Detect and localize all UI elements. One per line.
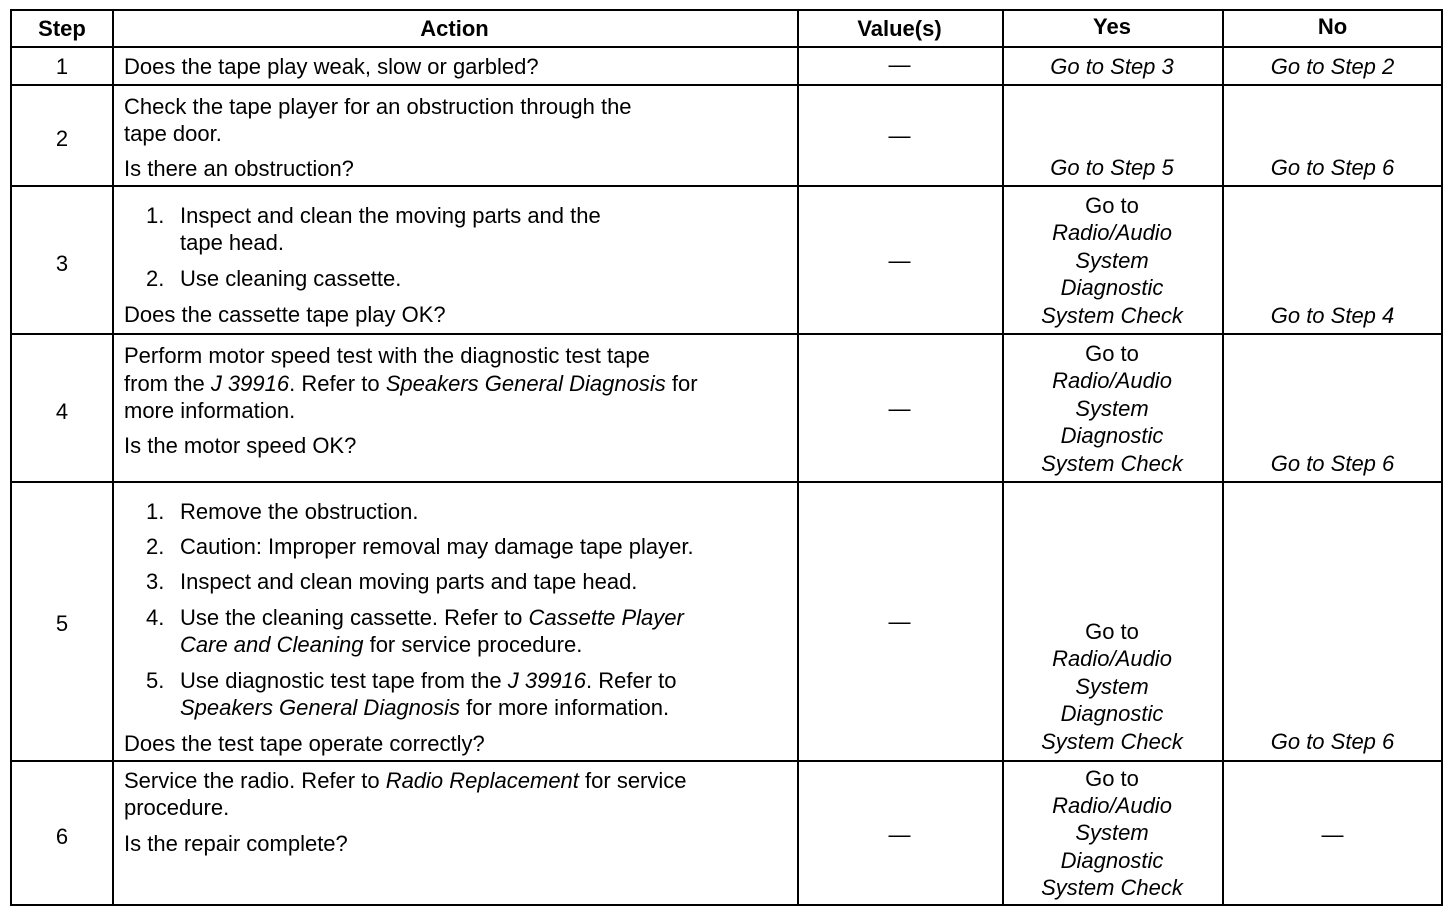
yes-result: Go to xyxy=(1085,619,1139,644)
list-item: Speakers General Diagnosis for more information. xyxy=(180,695,670,720)
yes-result: System Check xyxy=(1041,451,1183,476)
value-dash: — xyxy=(888,822,911,847)
action-question: Is the repair complete? xyxy=(124,831,348,856)
action-text: Perform motor speed test with the diagnostic test tape xyxy=(124,343,650,368)
action-question: Does the tape play weak, slow or garbled? xyxy=(124,54,539,79)
step-number: 3 xyxy=(55,251,69,276)
list-number: 4. xyxy=(146,605,165,630)
list-item: Inspect and clean moving parts and tape head. xyxy=(180,569,638,594)
header-values: Value(s) xyxy=(857,16,942,41)
doc-reference: Speakers General Diagnosis xyxy=(180,695,461,720)
column-divider xyxy=(112,11,114,904)
yes-result: System xyxy=(1075,248,1149,273)
yes-result: System xyxy=(1075,820,1149,845)
no-result: Go to Step 6 xyxy=(1270,451,1395,476)
action-text: Service the radio. Refer to Radio Replacement for service xyxy=(124,768,687,793)
row-divider xyxy=(12,84,1441,86)
list-number: 3. xyxy=(146,569,165,594)
action-text: tape door. xyxy=(124,121,222,146)
list-item: Caution: Improper removal may damage tape player. xyxy=(180,534,694,559)
value-dash: — xyxy=(888,52,911,77)
action-text: from the J 39916. Refer to Speakers General Diagnosis for xyxy=(124,371,698,396)
list-number: 2. xyxy=(146,534,165,559)
list-number: 2. xyxy=(146,266,165,291)
no-result: Go to Step 2 xyxy=(1270,54,1395,79)
step-number: 5 xyxy=(55,611,69,636)
list-number: 5. xyxy=(146,668,165,693)
list-number: 1. xyxy=(146,203,165,228)
doc-reference: Cassette Player xyxy=(528,605,684,630)
doc-reference: Speakers General Diagnosis xyxy=(385,371,666,396)
yes-result: Go to Step 5 xyxy=(1050,155,1174,180)
no-result: Go to Step 6 xyxy=(1270,155,1395,180)
header-step: Step xyxy=(38,16,86,41)
action-text: Check the tape player for an obstruction through the xyxy=(124,94,632,119)
list-item: Use diagnostic test tape from the J 39916. Refer to xyxy=(180,668,677,693)
header-yes: Yes xyxy=(1093,14,1131,39)
yes-result: Diagnostic xyxy=(1060,275,1164,300)
yes-result: System Check xyxy=(1041,729,1183,754)
yes-result: Radio/Audio xyxy=(1052,368,1172,393)
list-item: Remove the obstruction. xyxy=(180,499,419,524)
yes-result: System Check xyxy=(1041,303,1183,328)
header-no: No xyxy=(1317,14,1348,39)
row-divider xyxy=(12,333,1441,335)
value-dash: — xyxy=(888,396,911,421)
yes-result: Diagnostic xyxy=(1060,423,1164,448)
step-number: 6 xyxy=(55,824,69,849)
step-number: 4 xyxy=(55,399,69,424)
action-question: Is there an obstruction? xyxy=(124,156,354,181)
yes-result: Go to xyxy=(1085,341,1139,366)
yes-result: Radio/Audio xyxy=(1052,793,1172,818)
step-number: 2 xyxy=(55,126,69,151)
diagnostic-table xyxy=(10,9,1443,906)
row-divider xyxy=(12,760,1441,762)
action-question: Is the motor speed OK? xyxy=(124,433,357,458)
no-result: Go to Step 6 xyxy=(1270,729,1395,754)
action-question: Does the cassette tape play OK? xyxy=(124,302,446,327)
step-number: 1 xyxy=(55,54,69,79)
value-dash: — xyxy=(888,248,911,273)
header-action: Action xyxy=(420,16,489,41)
list-item: tape head. xyxy=(180,230,284,255)
list-item: Use cleaning cassette. xyxy=(180,266,402,291)
yes-result: Go to xyxy=(1085,193,1139,218)
value-dash: — xyxy=(888,123,911,148)
action-question: Does the test tape operate correctly? xyxy=(124,731,485,756)
list-item: Use the cleaning cassette. Refer to Cassette Player xyxy=(180,605,684,630)
value-dash: — xyxy=(888,609,911,634)
list-item: Inspect and clean the moving parts and the xyxy=(180,203,601,228)
list-item: Care and Cleaning for service procedure. xyxy=(180,632,583,657)
header-divider xyxy=(12,46,1441,48)
doc-reference: Care and Cleaning xyxy=(180,632,364,657)
row-divider xyxy=(12,185,1441,187)
tool-reference: J 39916 xyxy=(210,371,290,396)
row-divider xyxy=(12,481,1441,483)
yes-result: System xyxy=(1075,396,1149,421)
yes-result: Radio/Audio xyxy=(1052,646,1172,671)
yes-result: System xyxy=(1075,674,1149,699)
no-result: Go to Step 4 xyxy=(1270,303,1395,328)
no-result: — xyxy=(1321,822,1344,847)
list-number: 1. xyxy=(146,499,165,524)
yes-result: Diagnostic xyxy=(1060,701,1164,726)
yes-result: System Check xyxy=(1041,875,1183,900)
yes-result: Diagnostic xyxy=(1060,848,1164,873)
action-text: more information. xyxy=(124,398,296,423)
doc-reference: Radio Replacement xyxy=(385,768,579,793)
yes-result: Go to Step 3 xyxy=(1050,54,1174,79)
tool-reference: J 39916 xyxy=(507,668,587,693)
yes-result: Radio/Audio xyxy=(1052,220,1172,245)
yes-result: Go to xyxy=(1085,766,1139,791)
action-text: procedure. xyxy=(124,795,230,820)
